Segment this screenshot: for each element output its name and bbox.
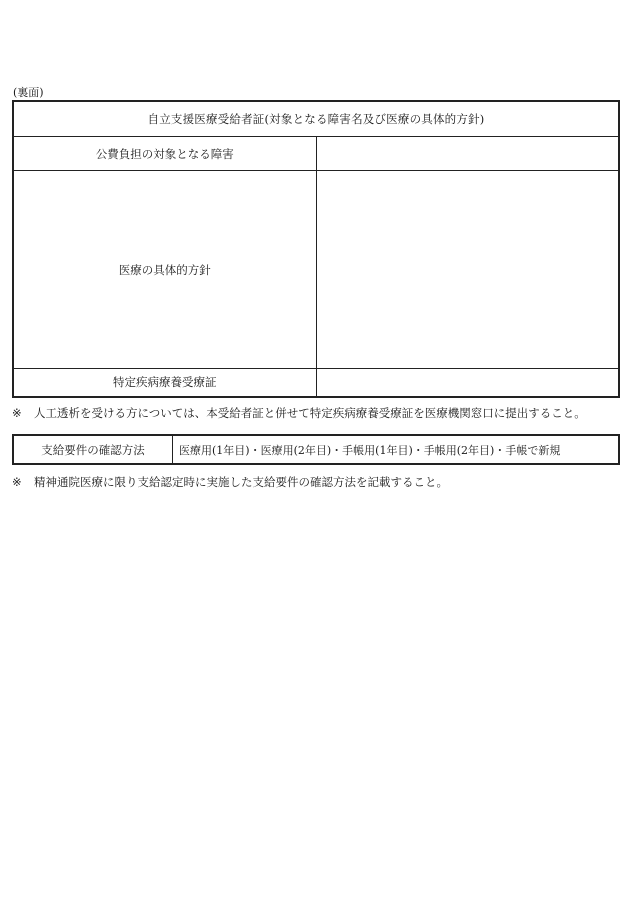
confirmation-method-label: 支給要件の確認方法 [13, 435, 173, 464]
table-row [13, 171, 619, 369]
dialysis-note-text: 人工透析を受ける方については、本受給者証と併せて特定疾病療養受療証を医療機関窓口に提出すること。 [34, 406, 586, 420]
note-mark: ※ [12, 475, 22, 489]
note-mark: ※ [12, 406, 22, 420]
specific-disease-value [316, 369, 619, 397]
psychiatric-note-text: 精神通院医療に限り支給認定時に実施した支給要件の確認方法を記載すること。 [34, 475, 448, 489]
confirmation-method-table [12, 434, 620, 465]
certificate-title: 自立支援医療受給者証(対象となる障害名及び医療の具体的方針) [13, 101, 619, 137]
disability-value [316, 137, 619, 171]
certificate-table [12, 100, 620, 398]
dialysis-note [12, 405, 586, 421]
disability-label: 公費負担の対象となる障害 [13, 137, 316, 171]
specific-disease-label: 特定疾病療養受療証 [13, 369, 316, 397]
table-row [13, 137, 619, 171]
psychiatric-note [12, 474, 448, 490]
treatment-policy-value [316, 171, 619, 369]
confirmation-method-options: 医療用(1年目)・医療用(2年目)・手帳用(1年目)・手帳用(2年目)・手帳で新規 [173, 435, 620, 464]
back-side-label: (裏面) [13, 86, 44, 99]
treatment-policy-label: 医療の具体的方針 [13, 171, 316, 369]
table-row [13, 369, 619, 397]
